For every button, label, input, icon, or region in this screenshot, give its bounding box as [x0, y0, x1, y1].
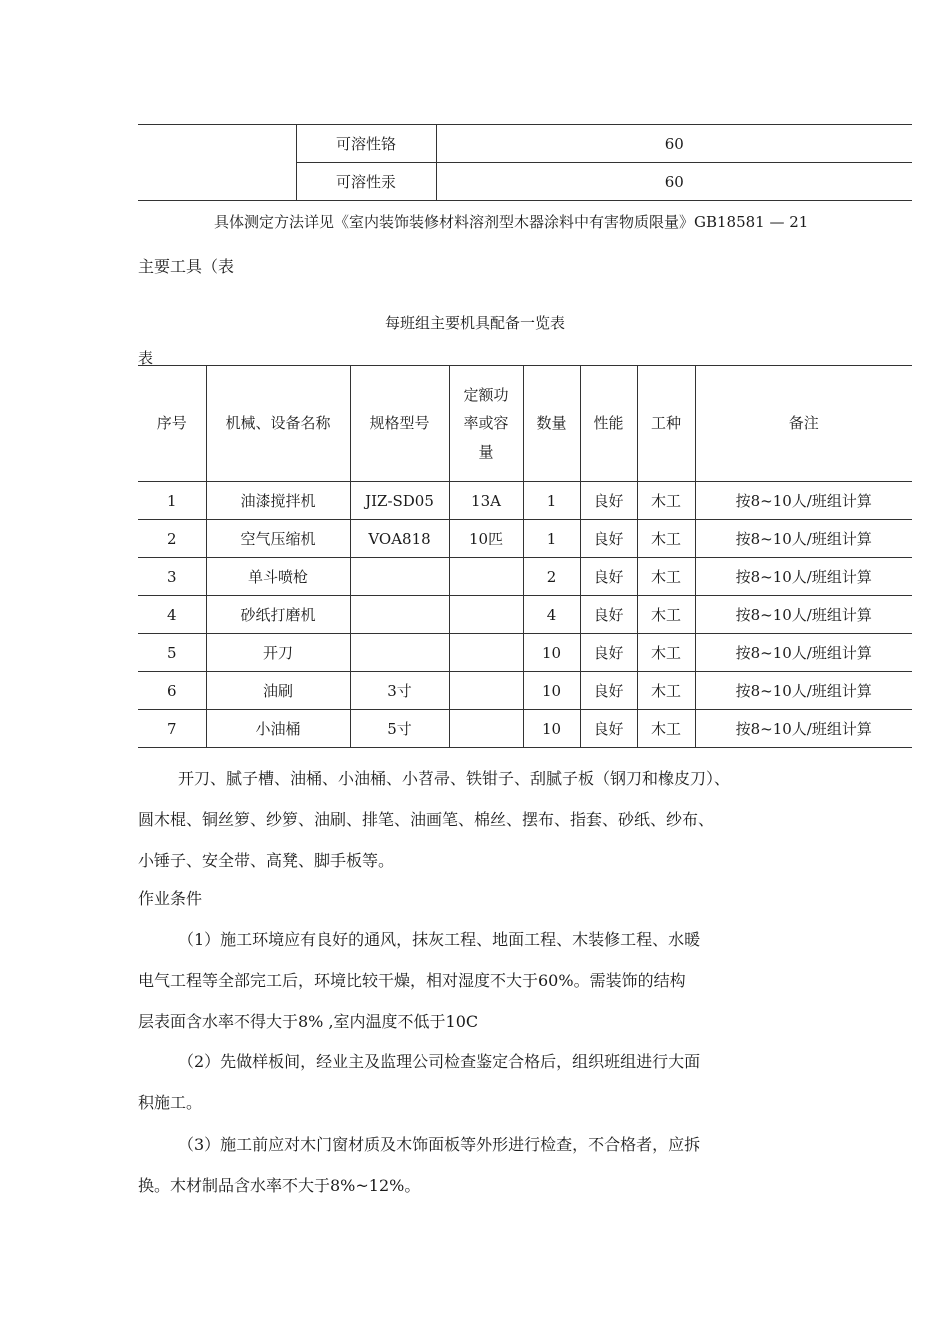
table-cell: 木工 — [637, 520, 695, 558]
limit-name: 可溶性汞 — [296, 163, 436, 201]
table-cell: JIZ-SD05 — [350, 482, 449, 520]
table-cell — [449, 710, 523, 748]
tools-list-line: 小锤子、安全带、高凳、脚手板等。 — [138, 851, 395, 870]
header-cell: 备注 — [695, 366, 912, 482]
table-row — [138, 163, 912, 201]
header-cell: 性能 — [580, 366, 637, 482]
table-row — [138, 125, 912, 163]
table-row — [138, 672, 912, 710]
table-cell — [449, 558, 523, 596]
table-cell: 小油桶 — [206, 710, 350, 748]
table-cell: 7 — [138, 710, 206, 748]
paragraph-line: （3）施工前应对木门窗材质及木饰面板等外形进行检查，不合格者，应拆 — [178, 1135, 701, 1154]
table-cell: 良好 — [580, 596, 637, 634]
table-cell: 开刀 — [206, 634, 350, 672]
paragraph-line: 积施工。 — [138, 1093, 203, 1112]
table-row — [138, 482, 912, 520]
table-cell: 木工 — [637, 596, 695, 634]
table-caption: 每班组主要机具配备一览表 — [384, 314, 565, 332]
table-cell: 1 — [523, 520, 580, 558]
table-cell: 3 — [138, 558, 206, 596]
tools-list-line: 开刀、腻子槽、油桶、小油桶、小苕帚、铁钳子、刮腻子板（钢刀和橡皮刀）、 — [178, 769, 731, 788]
table-cell — [449, 596, 523, 634]
header-cell: 工种 — [637, 366, 695, 482]
table-cell: 按8~10人/班组计算 — [695, 634, 912, 672]
table-cell — [350, 558, 449, 596]
table-cell: 油漆搅拌机 — [206, 482, 350, 520]
table-cell: 3寸 — [350, 672, 449, 710]
table-cell: 木工 — [637, 482, 695, 520]
table-cell — [449, 672, 523, 710]
header-cell: 规格型号 — [350, 366, 449, 482]
table-cell: 空气压缩机 — [206, 520, 350, 558]
condition-item-1 — [138, 919, 788, 1042]
table-cell: 按8~10人/班组计算 — [695, 672, 912, 710]
table-cell: 1 — [523, 482, 580, 520]
table-label: 表 — [138, 349, 154, 367]
method-note: 具体测定方法详见《室内装饰装修材料溶剂型木器涂料中有害物质限量》GB18581 — 21 — [214, 213, 809, 231]
table-cell: 良好 — [580, 634, 637, 672]
table-cell: 4 — [138, 596, 206, 634]
table-cell: 1 — [138, 482, 206, 520]
table-header-row — [138, 366, 912, 482]
equipment-table — [138, 365, 912, 748]
paragraph-line: 换。木材制品含水率不大于8%~12%。 — [138, 1176, 421, 1195]
table-row — [138, 596, 912, 634]
table-cell: 5寸 — [350, 710, 449, 748]
limit-name: 可溶性铬 — [296, 125, 436, 163]
table-cell: 单斗喷枪 — [206, 558, 350, 596]
table-cell: 6 — [138, 672, 206, 710]
table-cell: 按8~10人/班组计算 — [695, 558, 912, 596]
table-cell: 10匹 — [449, 520, 523, 558]
table-row — [138, 634, 912, 672]
table-cell: 木工 — [637, 558, 695, 596]
paragraph-line: （1）施工环境应有良好的通风，抹灰工程、地面工程、木装修工程、水暖 — [178, 930, 701, 949]
table-cell: 砂纸打磨机 — [206, 596, 350, 634]
paragraph-line: 电气工程等全部完工后，环境比较干燥，相对湿度不大于60%。需装饰的结构 — [138, 971, 686, 990]
tools-heading: 主要工具（表 — [138, 257, 235, 276]
table-cell: 按8~10人/班组计算 — [695, 710, 912, 748]
table-cell: 10 — [523, 672, 580, 710]
table-cell: 4 — [523, 596, 580, 634]
table-cell: 2 — [138, 520, 206, 558]
table-cell: 按8~10人/班组计算 — [695, 520, 912, 558]
limit-value: 60 — [436, 163, 912, 201]
table-cell: 10 — [523, 710, 580, 748]
table-row — [138, 710, 912, 748]
table-cell: 木工 — [637, 710, 695, 748]
header-cell: 机械、设备名称 — [206, 366, 350, 482]
table-cell — [350, 634, 449, 672]
limit-value: 60 — [436, 125, 912, 163]
table-cell: 2 — [523, 558, 580, 596]
limit-table — [138, 124, 912, 201]
table-cell: 5 — [138, 634, 206, 672]
table-cell: 按8~10人/班组计算 — [695, 596, 912, 634]
table-cell: 按8~10人/班组计算 — [695, 482, 912, 520]
table-cell: 良好 — [580, 520, 637, 558]
header-cell: 序号 — [138, 366, 206, 482]
table-row — [138, 558, 912, 596]
table-cell: 13A — [449, 482, 523, 520]
table-cell: 良好 — [580, 558, 637, 596]
header-cell: 数量 — [523, 366, 580, 482]
tools-list — [138, 758, 788, 881]
table-cell — [350, 596, 449, 634]
section-heading: 作业条件 — [138, 889, 203, 908]
table-cell: 良好 — [580, 672, 637, 710]
table-cell — [449, 634, 523, 672]
table-cell: 油刷 — [206, 672, 350, 710]
table-cell: 木工 — [637, 672, 695, 710]
condition-item-3 — [138, 1124, 788, 1206]
table-row — [138, 520, 912, 558]
table-cell: 良好 — [580, 482, 637, 520]
header-cell: 定额功率或容量 — [449, 366, 523, 482]
table-cell: 良好 — [580, 710, 637, 748]
tools-list-line: 圆木棍、铜丝箩、纱箩、油刷、排笔、油画笔、棉丝、摆布、指套、砂纸、纱布、 — [138, 810, 715, 829]
paragraph-line: （2）先做样板间，经业主及监理公司检查鉴定合格后，组织班组进行大面 — [178, 1052, 701, 1071]
table-cell: VOA818 — [350, 520, 449, 558]
condition-item-2 — [138, 1041, 788, 1123]
table-cell: 10 — [523, 634, 580, 672]
paragraph-line: 层表面含水率不得大于8% ,室内温度不低于10C — [138, 1012, 479, 1031]
table-cell: 木工 — [637, 634, 695, 672]
